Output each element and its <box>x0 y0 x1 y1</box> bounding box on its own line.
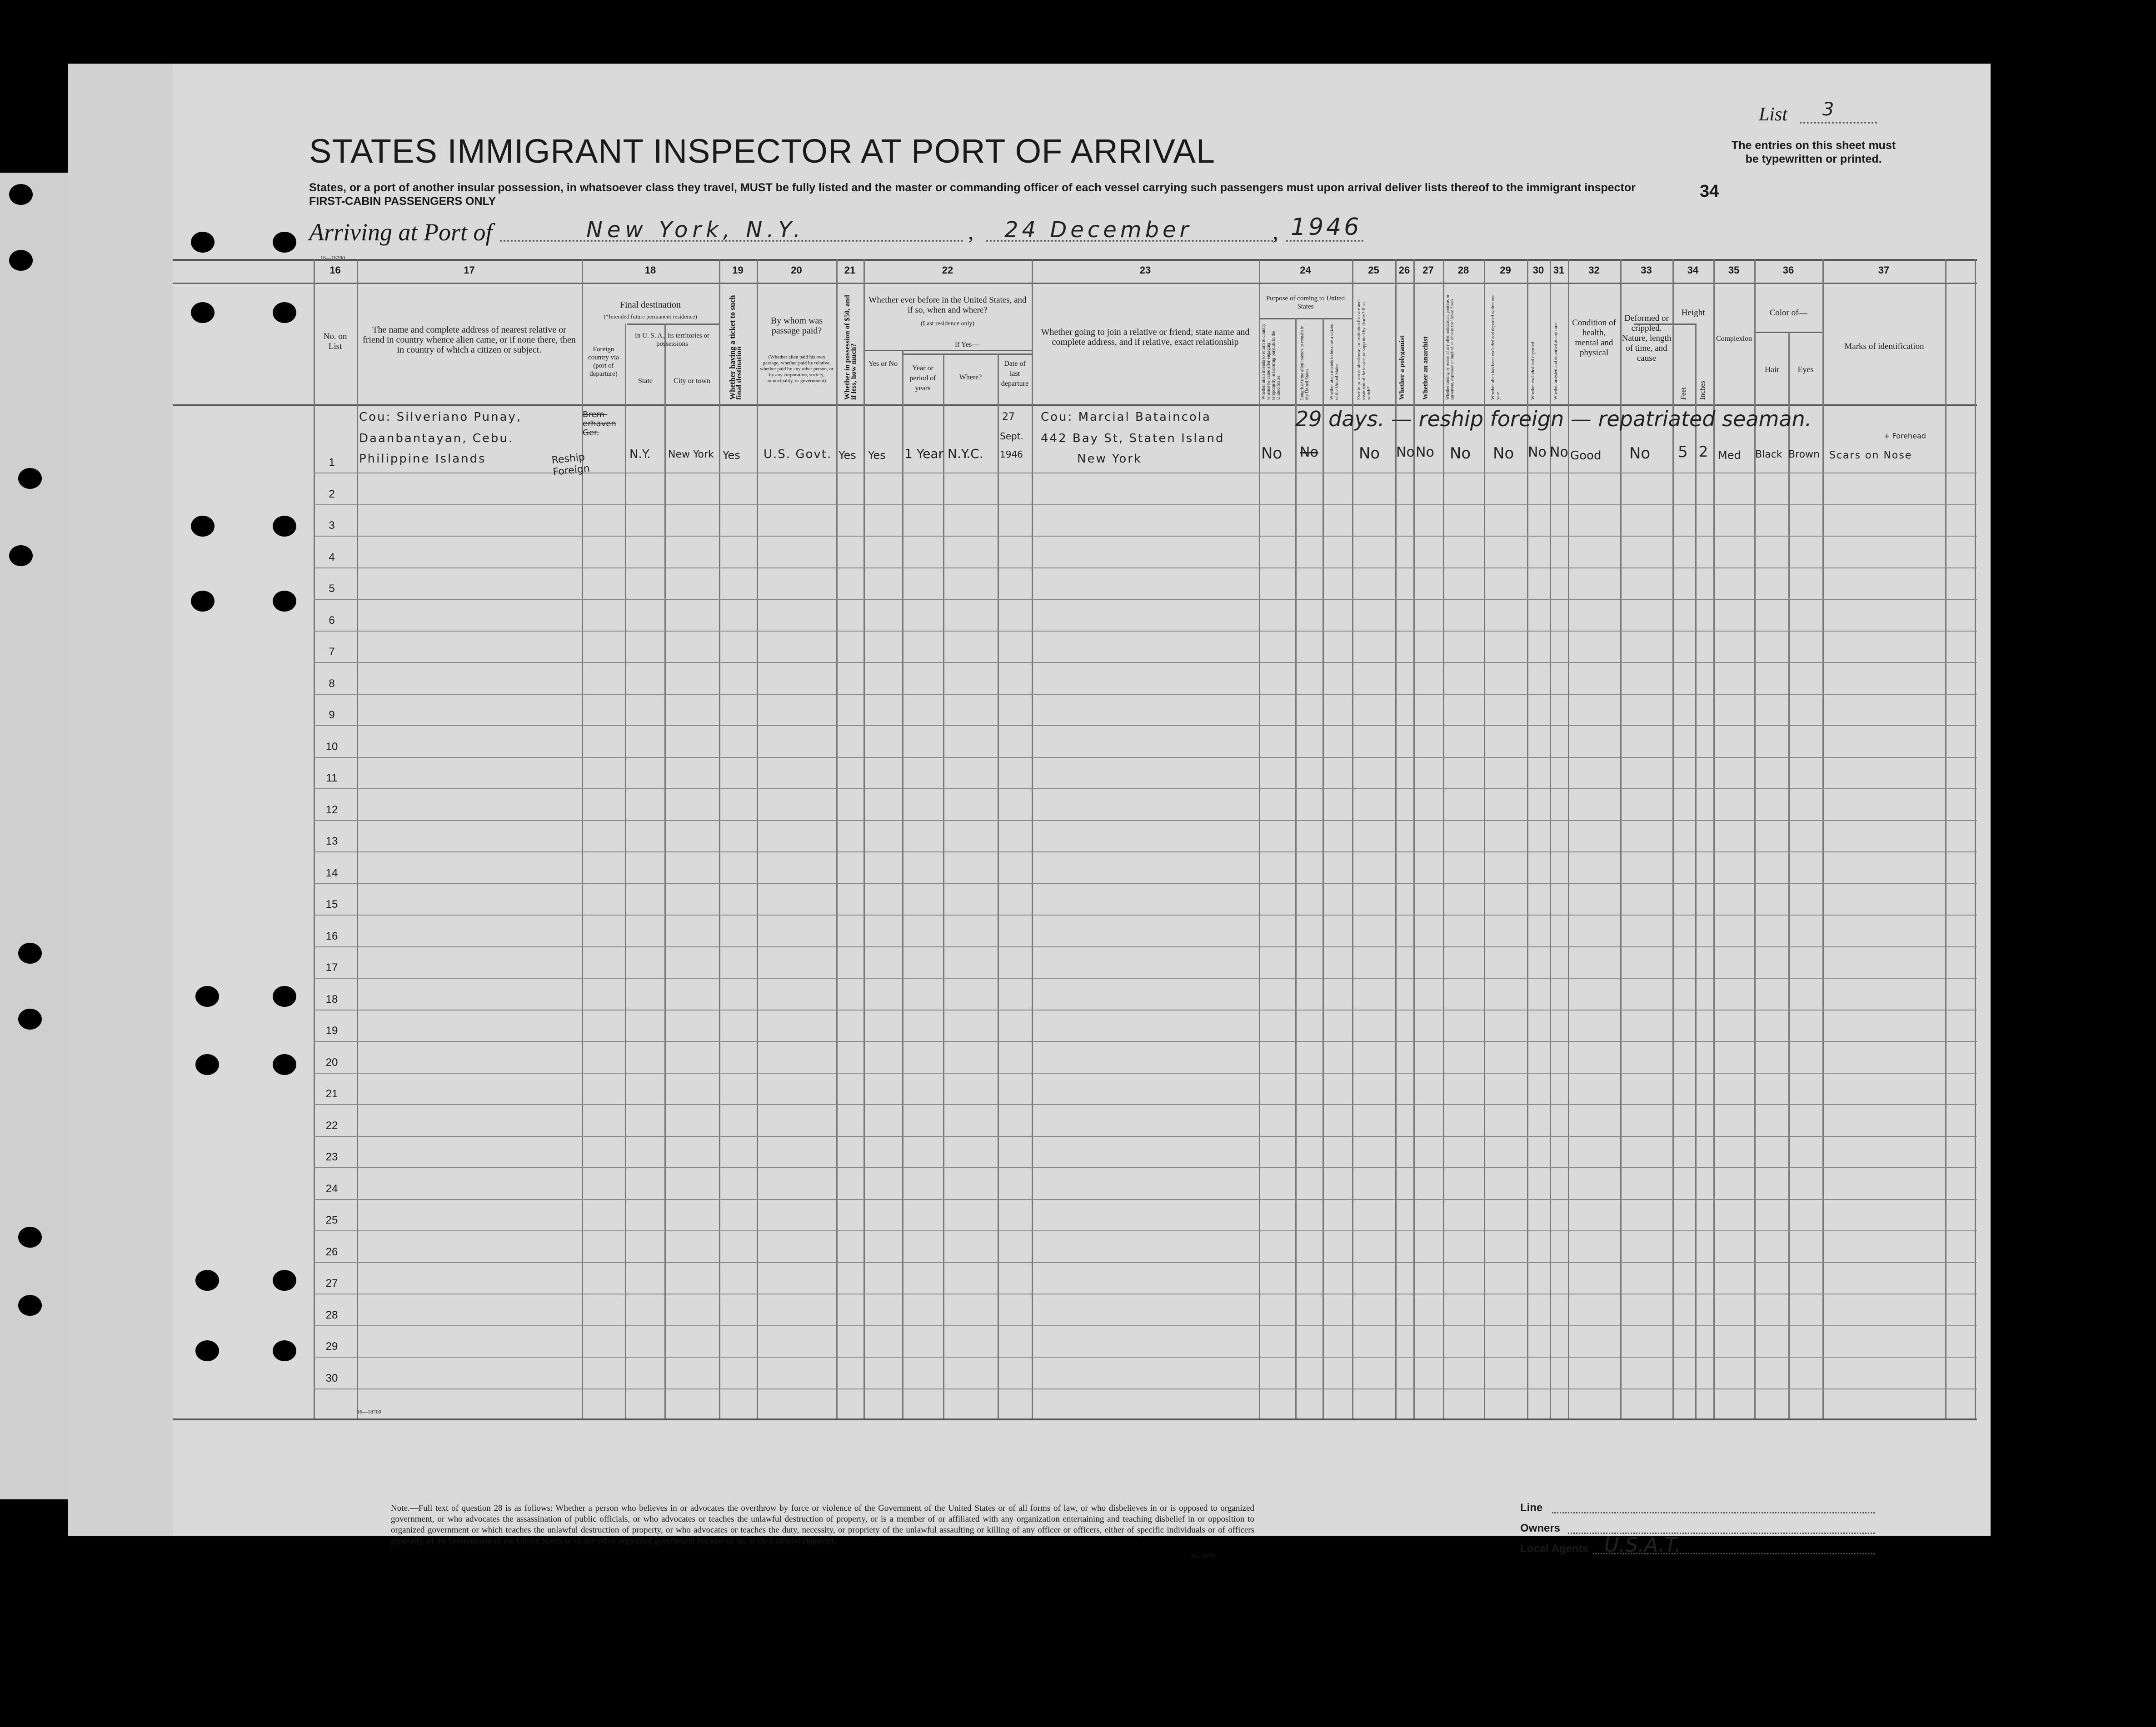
row-line <box>314 1041 1977 1042</box>
row-number: 21 <box>325 1088 338 1100</box>
row-number: 6 <box>329 614 335 627</box>
row-number: 15 <box>325 898 338 911</box>
binder-hole <box>18 468 42 489</box>
line-dotted-line <box>1552 1512 1875 1513</box>
entry-health: Good <box>1570 449 1602 463</box>
column-number: 25 <box>1368 264 1379 276</box>
column-number: 31 <box>1553 264 1565 276</box>
entry-foreign-country-struck: Brem-erhaven Ger. <box>583 410 616 438</box>
column-number: 20 <box>791 264 802 276</box>
header-date-departure: Date of last departure <box>1001 360 1029 388</box>
row-number: 25 <box>325 1214 338 1226</box>
row-line <box>314 536 1977 537</box>
column-line <box>902 350 903 1418</box>
entry-departure-day: 27 <box>1002 411 1015 423</box>
row-number: 1 <box>329 456 335 468</box>
column-number: 26 <box>1398 264 1410 276</box>
entry-relative-line-3: Philippine Islands <box>359 452 486 466</box>
entry-departure-year: 1946 <box>1000 449 1023 460</box>
row-line <box>314 788 1977 789</box>
comma-separator: , <box>968 219 974 244</box>
header-anarchist: Whether an anarchist <box>1422 336 1429 400</box>
year-value: 1946 <box>1291 214 1362 241</box>
form-code-bottom-left: 16—18700 <box>357 1408 381 1415</box>
header-height: Height <box>1681 308 1705 318</box>
column-line <box>664 324 666 1418</box>
binder-hole <box>191 516 215 537</box>
entry-deformed: No <box>1629 444 1651 463</box>
row-number: 7 <box>329 646 335 658</box>
row-line <box>314 504 1977 505</box>
row-number: 10 <box>325 741 338 753</box>
row-number: 12 <box>325 804 338 816</box>
entry-possession-50: Yes <box>838 449 856 462</box>
column-line <box>1527 259 1528 1418</box>
row-number: 9 <box>329 709 335 721</box>
header-purpose-c: Whether alien intends to become a citizen of the United States <box>1329 324 1339 400</box>
header-final-destination: Final destination <box>620 300 681 310</box>
binder-hole <box>273 516 296 537</box>
entry-offer-labor: No <box>1450 444 1471 463</box>
column-number: 33 <box>1641 264 1652 276</box>
intro-line-1: States, or a port of another insular possession, in whatsoever class they travel, MUST be fully listed and the master or commanding officer of each vessel carrying such passengers must upon arrival deliver lists thereof to the immigrant inspector <box>309 181 1636 194</box>
column-number: 23 <box>1139 264 1151 276</box>
header-in-usa: In U. S. A., its territories or possessions <box>634 332 710 348</box>
header-prison: Ever in prison or almshouse, or institution for care and treatment of the insane, or supported by charity? If so, which? <box>1357 300 1372 400</box>
row-line <box>314 694 1977 695</box>
column-number: 16 <box>329 264 341 276</box>
arriving-label: Arriving at Port of <box>309 219 493 246</box>
header-c30: Whether excluded and deported <box>1531 342 1536 400</box>
column-line <box>1295 318 1297 1418</box>
row-number: 27 <box>325 1277 338 1289</box>
binder-hole <box>273 1054 296 1075</box>
column-number: 29 <box>1500 264 1511 276</box>
binder-hole <box>273 1340 296 1361</box>
row-line <box>314 567 1977 568</box>
local-agents-label: Local Agents <box>1520 1543 1588 1555</box>
row-line <box>314 757 1977 758</box>
header-if-yes: If Yes— <box>954 341 979 348</box>
row-number: 23 <box>325 1151 338 1163</box>
row-number: 4 <box>329 551 335 563</box>
intro-text <box>309 181 1636 208</box>
column-line <box>719 259 720 1418</box>
header-city: City or town <box>674 377 710 385</box>
binder-hole <box>191 591 215 612</box>
binder-hole <box>18 1227 42 1248</box>
binder-hole <box>18 1009 42 1030</box>
header-before-in-us-sub: (Last residence only) <box>920 320 975 327</box>
binder-hole <box>191 302 215 323</box>
row-number: 16 <box>325 930 338 942</box>
header-complexion: Complexion <box>1716 335 1752 343</box>
entries-note-line-1: The entries on this sheet must <box>1732 139 1896 152</box>
row-line <box>314 1262 1977 1263</box>
column-number: 22 <box>942 264 953 276</box>
entry-foreign-country: Reship Foreign <box>551 451 590 478</box>
subhead-line-if-yes <box>902 353 1032 355</box>
row-line <box>314 1325 1977 1326</box>
entry-eyes: Brown <box>1788 449 1820 460</box>
row-line <box>314 946 1977 947</box>
row-line <box>314 1230 1977 1231</box>
column-line <box>1352 259 1353 1418</box>
line-label: Line <box>1520 1502 1543 1514</box>
column-number: 24 <box>1300 264 1311 276</box>
sheet-number: 34 <box>1700 182 1719 201</box>
header-before-in-us: Whether ever before in the United States, and if so, when and where? <box>868 295 1027 315</box>
column-line <box>625 324 626 1418</box>
row-number: 14 <box>325 867 338 879</box>
column-line <box>1259 259 1260 1418</box>
entry-where: N.Y.C. <box>948 446 983 461</box>
header-c31: Whether arrested and deported at any time <box>1553 323 1558 400</box>
header-purpose-b: Length of time alien intends to remain in the United States <box>1300 325 1310 400</box>
column-line <box>1754 259 1756 1418</box>
column-number-border <box>173 283 1977 284</box>
column-line <box>1550 259 1551 1418</box>
column-line <box>1945 259 1946 1418</box>
row-number: 19 <box>325 1025 338 1037</box>
column-line <box>998 353 999 1418</box>
entry-year-period: 1 Year <box>904 446 943 461</box>
date-value: 24 December <box>1004 217 1193 243</box>
binder-hole <box>195 1270 219 1291</box>
row-number: 22 <box>325 1120 338 1132</box>
column-line <box>357 259 358 1418</box>
list-label: List <box>1759 104 1788 125</box>
header-bottom-border <box>173 404 1977 406</box>
header-inches: Inches <box>1699 381 1707 400</box>
header-c28: Whether coming by reason of any offer, solicitation, promise, or agreement, expressed or implied, to labor in the United States <box>1445 294 1454 400</box>
column-line <box>1032 259 1033 1418</box>
list-dotted-line <box>1800 122 1877 124</box>
port-value: New York, N.Y. <box>586 217 805 243</box>
entry-handwritten-note: 29 days. — reship foreign — repatriated seaman. <box>1295 407 1812 431</box>
entry-length-of-time: No <box>1300 444 1318 460</box>
row-line <box>314 1136 1977 1137</box>
column-line <box>757 259 758 1418</box>
entry-join-line-2: 442 Bay St, Staten Island <box>1041 432 1225 445</box>
row-number: 8 <box>329 677 335 690</box>
row-number: 26 <box>325 1246 338 1258</box>
column-number: 19 <box>732 264 744 276</box>
entry-anarchist: No <box>1416 444 1434 460</box>
column-number: 34 <box>1687 264 1699 276</box>
binder-hole <box>9 545 33 566</box>
binder-hole <box>195 1054 219 1075</box>
form-code-bottom-right: 16—18700 <box>1191 1553 1215 1559</box>
binder-hole <box>18 943 42 964</box>
column-line <box>1443 259 1444 1418</box>
binder-hole <box>273 232 296 253</box>
header-deformed: Deformed or crippled. Nature, length of time, and cause <box>1622 314 1672 363</box>
column-line <box>1484 259 1485 1418</box>
row-line <box>314 662 1977 663</box>
entry-excluded-year: No <box>1493 444 1514 463</box>
row-number: 11 <box>326 772 338 784</box>
header-no-on-list: No. on List <box>323 332 347 351</box>
list-number: 3 <box>1822 99 1834 120</box>
column-number: 30 <box>1532 264 1544 276</box>
row-line <box>314 1199 1977 1200</box>
entry-relative-line-2: Daanbantayan, Cebu. <box>359 432 514 445</box>
entry-join-line-3: New York <box>1077 452 1143 466</box>
binder-hole <box>18 1295 42 1316</box>
row-line <box>314 1104 1977 1105</box>
entry-marks-line-1: + Forehead <box>1884 432 1926 440</box>
header-passage-paid: By whom was passage paid? <box>770 316 823 336</box>
column-line <box>836 259 838 1418</box>
row-number: 3 <box>329 519 335 532</box>
local-agents-value: U.S.A.T. <box>1604 1533 1681 1557</box>
comma-separator: , <box>1273 219 1278 244</box>
row-line <box>314 978 1977 979</box>
column-line <box>943 353 944 1418</box>
column-line <box>1788 332 1790 1418</box>
header-where: Where? <box>959 373 982 381</box>
row-number: 28 <box>325 1309 338 1321</box>
header-hair: Hair <box>1765 365 1779 374</box>
page-title: STATES IMMIGRANT INSPECTOR AT PORT OF ARRIVAL <box>309 132 1216 170</box>
binder-hole <box>9 250 33 271</box>
binder-hole <box>273 986 296 1007</box>
header-ticket: Whether having a ticket to such final destination <box>728 295 743 400</box>
header-feet: Feet <box>1680 387 1687 400</box>
header-marks: Marks of identification <box>1844 342 1924 351</box>
column-number: 37 <box>1878 264 1890 276</box>
header-nearest-relative: The name and complete address of nearest relative or friend in country whence alien came, or if none there, then in country of which a citizen or subject. <box>363 325 576 355</box>
header-yes-no: Yes or No <box>868 360 898 368</box>
header-color-of: Color of— <box>1769 308 1807 318</box>
column-line <box>1713 259 1715 1418</box>
column-line <box>1413 259 1415 1418</box>
entry-feet: 5 <box>1678 443 1688 461</box>
subhead-line-purpose <box>1259 318 1352 319</box>
entry-excluded: No <box>1528 444 1547 460</box>
column-line <box>863 259 865 1418</box>
column-line <box>1672 259 1674 1418</box>
row-line <box>314 725 1977 726</box>
row-number: 24 <box>325 1183 338 1195</box>
column-line <box>1395 259 1397 1418</box>
entry-prison: No <box>1359 444 1380 463</box>
entries-note-line-2: be typewritten or printed. <box>1745 153 1882 165</box>
row-number: 20 <box>325 1056 338 1069</box>
entry-ticket: Yes <box>723 449 740 462</box>
header-join-relative: Whether going to join a relative or friend; state name and complete address, and if relative, exact relationship <box>1041 327 1250 347</box>
row-number: 18 <box>325 993 338 1005</box>
column-number: 27 <box>1422 264 1434 276</box>
binder-hole <box>195 986 219 1007</box>
header-eyes: Eyes <box>1797 365 1814 374</box>
column-number: 18 <box>644 264 656 276</box>
header-polygamist: Whether a polygamist <box>1398 335 1406 400</box>
header-final-destination-sub: (*Intended future permanent residence) <box>604 313 697 320</box>
row-number: 17 <box>325 961 338 974</box>
row-line <box>314 1357 1977 1358</box>
header-c29: Whether alien has been excluded and deported within one year <box>1491 294 1501 400</box>
column-line <box>1568 259 1569 1418</box>
entries-note <box>1732 139 1896 166</box>
entry-join-line-1: Cou: Marcial Bataincola <box>1041 410 1211 424</box>
binder-hole <box>195 1340 219 1361</box>
entry-marks-line-2: Scars on Nose <box>1829 450 1912 461</box>
row-line <box>314 1073 1977 1074</box>
column-number: 17 <box>464 264 475 276</box>
subhead-line-final-destination <box>627 324 719 325</box>
entry-before-yes-no: Yes <box>868 449 886 462</box>
column-line <box>1695 324 1697 1418</box>
form-code-top: 16—18700 <box>320 254 345 261</box>
header-purpose: Purpose of coming to United States <box>1266 295 1345 310</box>
entry-relative-line-1: Cou: Silveriano Punay, <box>359 410 522 424</box>
row-line <box>314 1167 1977 1168</box>
binder-hole <box>273 591 296 612</box>
column-line <box>1620 259 1622 1418</box>
footnote-question-28: Note.—Full text of question 28 is as follows: Whether a person who believes in or advocates the overthrow by force or violence of the Government of the United States or of all forms of law, or who disbelieves in or is opposed to organized government, or who advocates the assassination of public officials, or who advocates or teaches the unlawful destruction of property, or is a member of or affiliated with any organization entertaining and teaching disbelief in or opposition to organized government or which teaches the unlawful destruction of property, or who advocates or teaches the duty, necessity, or propriety of the unlawful assaulting or killing of any officer or officers, either of specific individuals or of officers generally, of the Government of the United States or of any other organized government because of his or their official character. <box>391 1503 1254 1546</box>
entry-complexion: Med <box>1718 449 1741 462</box>
row-number: 29 <box>325 1340 338 1353</box>
row-line <box>314 851 1977 852</box>
entry-inches: 2 <box>1699 443 1708 460</box>
row-number: 30 <box>325 1372 338 1384</box>
table-top-border <box>173 259 1977 261</box>
binder-hole <box>191 232 215 253</box>
binder-hole <box>273 302 296 323</box>
binder-hole <box>9 184 33 205</box>
row-line <box>314 631 1977 632</box>
subhead-line-before-in-us <box>863 350 1032 351</box>
manifest-sheet <box>173 64 1991 1536</box>
entry-city: New York <box>668 449 714 460</box>
row-line <box>314 599 1977 600</box>
row-number: 2 <box>329 488 335 500</box>
entry-departure-month: Sept. <box>1000 431 1023 442</box>
header-foreign-country: Foreign country via (port of departure) <box>588 346 619 378</box>
header-purpose-a: Whether alien intends to return to country whence he came after engaging temporarily in laboring pursuits in the United States <box>1261 324 1281 400</box>
entry-arrested: No <box>1550 444 1568 460</box>
entry-return-country: No <box>1261 444 1283 463</box>
header-possession-50: Whether in possession of $50, and if less, how much? <box>843 295 858 400</box>
column-number: 36 <box>1782 264 1794 276</box>
entry-passage-paid: U.S. Govt. <box>764 448 832 461</box>
entry-hair: Black <box>1755 449 1782 460</box>
header-year-period: Year or period of years <box>909 364 936 392</box>
binder-hole <box>273 1270 296 1291</box>
header-state: State <box>638 377 653 385</box>
row-line <box>314 820 1977 821</box>
column-line <box>314 259 315 1418</box>
column-number: 35 <box>1728 264 1740 276</box>
column-line <box>1323 318 1324 1418</box>
row-line <box>314 915 1977 916</box>
header-passage-paid-sub: (Whether alien paid his own passage, whether paid by relative, whether paid by any other person, or by any corporation, society, municipality, or government) <box>760 354 833 383</box>
column-line <box>1822 259 1824 1418</box>
row-line <box>314 883 1977 884</box>
entry-polygamist: No <box>1396 444 1415 460</box>
owners-label: Owners <box>1520 1522 1561 1534</box>
column-number: 28 <box>1457 264 1469 276</box>
table-bottom-border <box>173 1418 1977 1420</box>
row-number: 5 <box>329 582 335 595</box>
intro-line-2: FIRST-CABIN PASSENGERS ONLY <box>309 195 496 208</box>
column-number: 21 <box>844 264 856 276</box>
entry-state: N.Y. <box>629 448 651 461</box>
column-line <box>1975 259 1976 1418</box>
header-condition: Condition of health, mental and physical <box>1572 318 1616 358</box>
column-number: 32 <box>1588 264 1600 276</box>
row-number: 13 <box>325 835 338 847</box>
